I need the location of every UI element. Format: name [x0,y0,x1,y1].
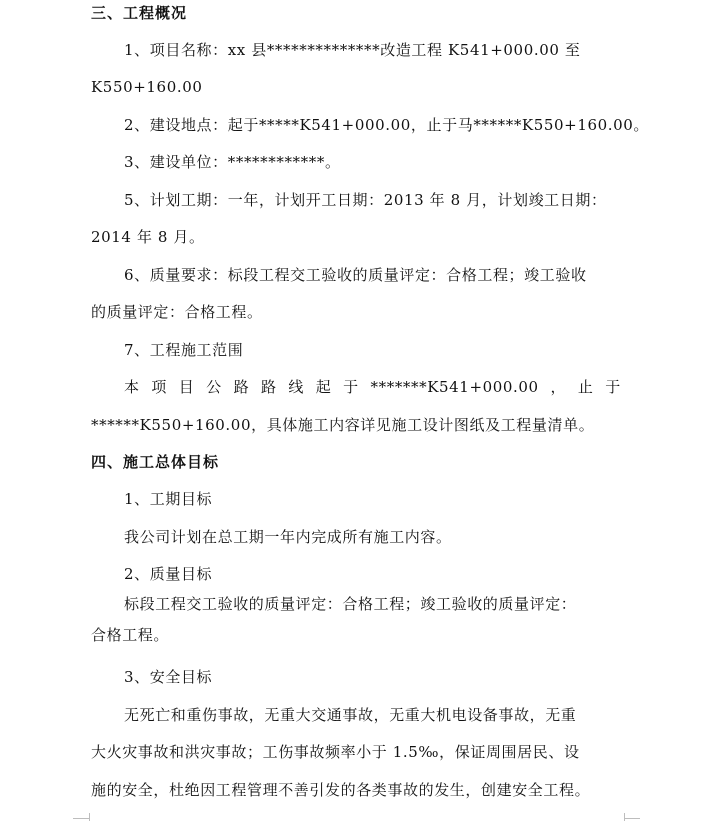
page-margin-mark-left-vertical [89,813,90,821]
scope-word: 止 [577,378,594,396]
construction-unit: 3、建设单位：************。 [124,153,341,171]
scope-word: 于 [605,378,621,396]
page-margin-mark-right [624,818,640,819]
scope-word: 项 [151,378,167,396]
safety-goal-title: 3、安全目标 [124,668,213,686]
safety-goal-line-3: 施的安全，杜绝因工程管理不善引发的各类事故的发生，创建安全工程。 [91,781,591,799]
scope-word: 目 [178,378,195,396]
schedule-line-1: 5、计划工期：一年，计划开工日期：2013 年 8 月，计划竣工日期： [124,191,607,209]
quality-goal-line-2: 合格工程。 [91,626,170,644]
scope-word: 于 [343,378,359,396]
scope-word: 路 [233,378,250,396]
quality-goal-line-1: 标段工程交工验收的质量评定：合格工程；竣工验收的质量评定： [124,595,577,613]
quality-requirement-line-1: 6、质量要求：标段工程交工验收的质量评定：合格工程；竣工验收 [124,266,587,284]
scope-word: 线 [288,378,304,396]
section-3-heading: 三、工程概况 [91,4,188,22]
section-4-heading: 四、施工总体目标 [91,453,220,471]
scope-word: 公 [206,378,222,396]
construction-location: 2、建设地点：起于*****K541+000.00，止于马******K550+160.00。 [124,116,650,134]
quality-requirement-line-2: 的质量评定：合格工程。 [91,303,263,321]
safety-goal-line-2: 大火灾事故和洪灾事故；工伤事故频率小于 1.5‰，保证周围居民、设 [91,743,580,761]
scope-word: 本 [124,378,140,396]
scope-word: ， [550,378,567,396]
scope-word: 路 [260,378,277,396]
schedule-goal-title: 1、工期目标 [124,490,213,508]
construction-scope-line-1 [0,376,621,398]
construction-scope-title: 7、工程施工范围 [124,341,244,359]
safety-goal-line-1: 无死亡和重伤事故，无重大交通事故，无重大机电设备事故，无重 [124,706,577,724]
schedule-goal-text: 我公司计划在总工期一年内完成所有施工内容。 [124,528,452,546]
project-name-line-1: 1、项目名称：xx 县**************改造工程 K541+000.00 至 [124,41,581,59]
scope-word: 起 [315,378,332,396]
construction-scope-line-2: ******K550+160.00，具体施工内容详见施工设计图纸及工程量清单。 [91,416,595,434]
quality-goal-title: 2、质量目标 [124,565,213,583]
page-margin-mark-left [73,818,89,819]
scope-word: *******K541+000.00 [370,378,539,396]
schedule-line-2: 2014 年 8 月。 [91,228,205,246]
project-name-line-2: K550+160.00 [91,78,203,96]
page-margin-mark-right-vertical [624,813,625,821]
